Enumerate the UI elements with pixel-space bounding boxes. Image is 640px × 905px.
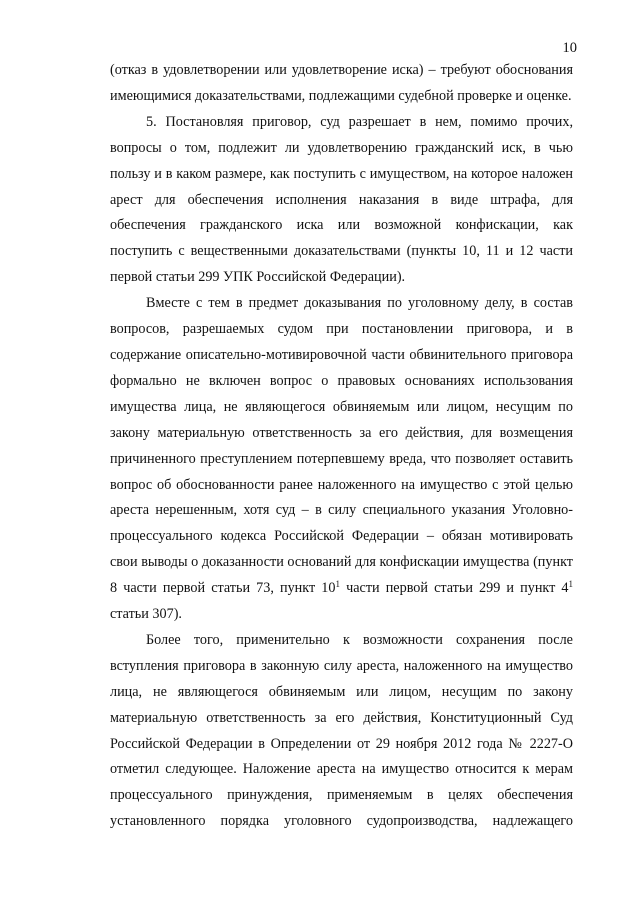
- paragraph-text: части первой статьи 299 и пункт 4: [339, 580, 569, 597]
- paragraph-1: [110, 58, 573, 110]
- superscript-footnote-2: 1: [568, 579, 574, 590]
- paragraph-4: [110, 628, 573, 835]
- superscript-footnote-1: 1: [335, 579, 340, 590]
- page-number: 10: [562, 40, 577, 56]
- paragraph-text: Более того, применительно к возможности сохранения после вступления приговора в законную силу ареста, наложенного на имущество лица, не являющегося обвиняемым или лицом, несущим по закону материальную ответственность за его действия, Конституционный Суд Российской Федерации в Определении от 29 ноября 2012 года № 2227-О отметил следующее. Наложение ареста на имущество относится к мерам процессуального принуждения, применяемым в целях обеспечения установленного порядка уголовного судопроизводства, надлежащего: [110, 631, 573, 830]
- document-body: [110, 58, 573, 835]
- paragraph-text: (отказ в удовлетворении или удовлетворение иска) – требуют обоснования имеющимися доказательствами, подлежащими судебной проверке и оценке.: [110, 62, 573, 104]
- paragraph-text: Вместе с тем в предмет доказывания по уголовному делу, в состав вопросов, разрешаемых судом при постановлении приговора, и в содержание описательно-мотивировочной части обвинительного приговора формально не включен вопрос о правовых основаниях использования имущества лица, не являющегося обвиняемым или лицом, несущим по закону материальную ответственность за его действия, для возмещения причиненного преступлением потерпевшему вреда, что позволяет оставить вопрос об обоснованности ранее наложенного на имущество с этой целью ареста нерешенным, хотя суд – в силу специального указания Уголовно-процессуального кодекса Российской Федерации – обязан мотивировать свои выводы о доказанности оснований для конфискации имущества (пункт 8 части первой статьи 73, пункт 10: [110, 295, 573, 597]
- paragraph-3: [110, 291, 573, 628]
- paragraph-text: статьи 307).: [110, 606, 182, 623]
- paragraph-2: [110, 110, 573, 291]
- paragraph-text: 5. Постановляя приговор, суд разрешает в нем, помимо прочих, вопросы о том, подлежит ли удовлетворению гражданский иск, в чью пользу и в каком размере, как поступить с имуществом, на которое наложен арест для обеспечения исполнения наказания в виде штрафа, для обеспечения гражданского иска или возможной конфискации, как поступить с вещественными доказательствами (пункты 10, 11 и 12 части первой статьи 299 УПК Российской Федерации).: [110, 113, 573, 286]
